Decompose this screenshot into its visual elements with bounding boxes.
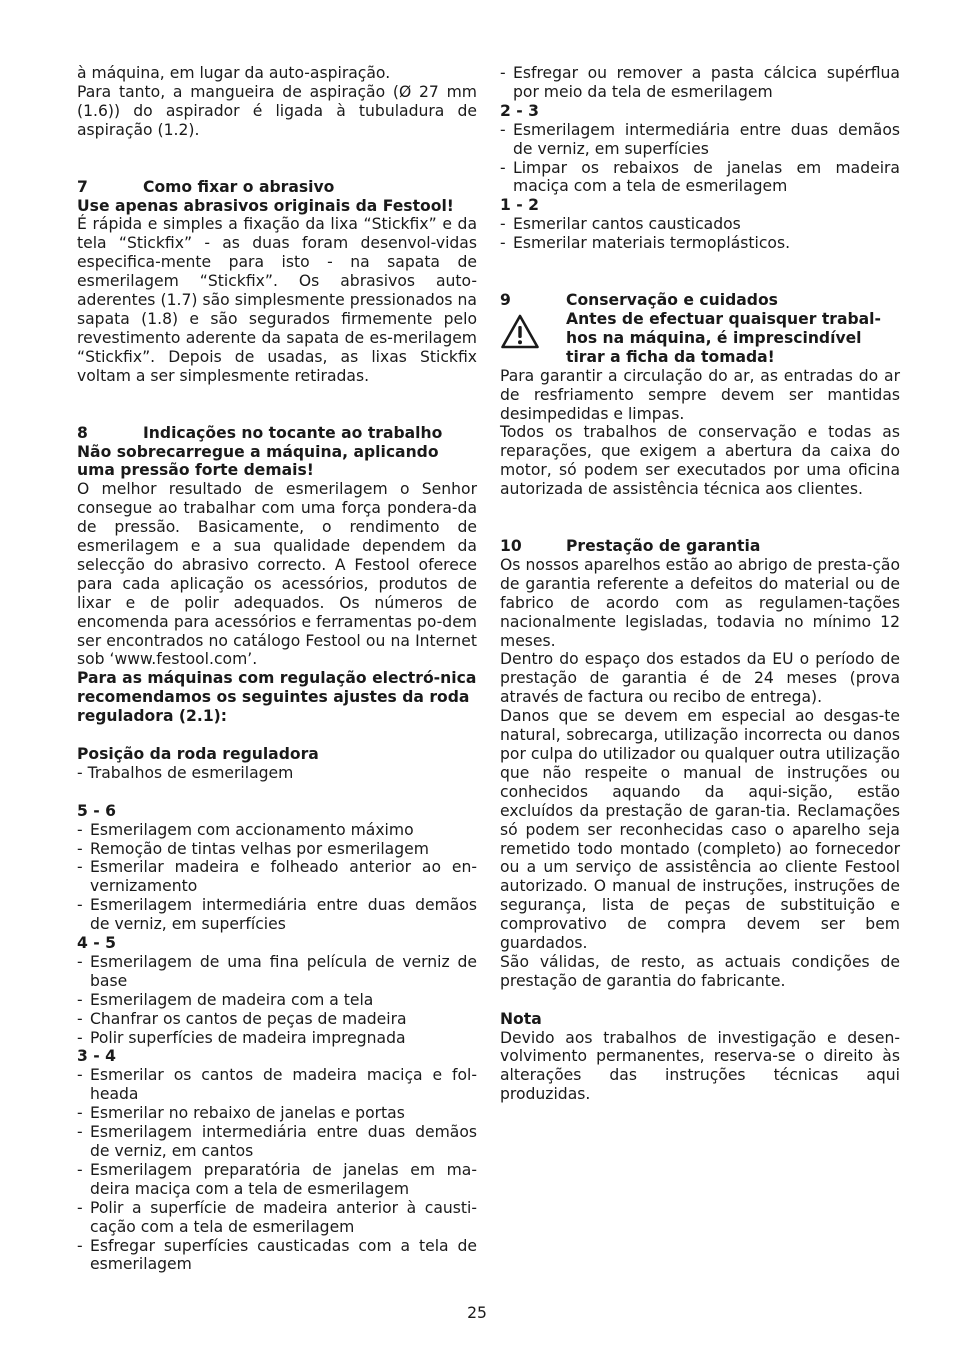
list-item xyxy=(77,953,477,991)
section-8-body: O melhor resultado de esmerilagem o Senhor consegue ao trabalhar com uma força pondera-da de pressão. Basicamente, o rendimento de esmerilagem e a sua qualidade dependem da selecção do abrasivo correcto. A Festool oferece para cada aplicação os acessórios, produtos de lixar e de polir adequados. Os números de encomenda para acessórios e ferramentas po-dem ser encontrados no catálogo Festool ou na Internet sob ‘www.festool.com’. xyxy=(77,480,477,669)
list-item xyxy=(77,1123,477,1161)
left-column xyxy=(77,64,477,1274)
list-dash: - xyxy=(77,1104,83,1123)
list-item-text: Esmerilagem preparatória de janelas em ma-deira maciça com a tela de esmerilagem xyxy=(90,1160,477,1198)
list-item-text: Esmerilar no rebaixo de janelas e portas xyxy=(90,1104,405,1123)
list-item-text: Esmerilagem intermediária entre duas demãos de verniz, em superfícies xyxy=(513,120,900,158)
intro-paragraph-1: à máquina, em lugar da auto-aspiração. xyxy=(77,64,391,82)
list-item xyxy=(500,64,900,102)
list-item xyxy=(500,234,900,253)
section-8-bold-note-2: Para as máquinas com regulação electró-nica recomendamos os seguintes ajustes da roda reguladora (2.1): xyxy=(77,669,477,726)
list-dash: - xyxy=(77,820,83,839)
note-body: Devido aos trabalhos de investigação e desen-volvimento permanentes, reserva-se o direito às alterações das instruções técnicas aqui produzidas. xyxy=(500,1028,900,1104)
list-dash: - xyxy=(77,1160,83,1179)
intro-paragraph-2: Para tanto, a mangueira de aspiração (Ø 27 mm (1.6)) do aspirador é ligada à tubuladura de aspiração (1.2). xyxy=(77,82,477,139)
section-10-title: Prestação de garantia xyxy=(566,537,761,556)
setting-group-label: 2 - 3 xyxy=(500,101,540,120)
setting-group-label: 3 - 4 xyxy=(77,1047,117,1066)
list-dash: - xyxy=(500,120,506,139)
section-9-number: 9 xyxy=(500,291,511,310)
list-item-text: Remoção de tintas velhas por esmerilagem xyxy=(90,839,429,858)
list-item xyxy=(77,821,477,840)
list-item-text: Esmerilagem intermediária entre duas demãos de verniz, em superfícies xyxy=(90,896,477,934)
section-8-number: 8 xyxy=(77,423,88,442)
list-dash: - xyxy=(500,234,506,253)
list-item-text: Esmerilar materiais termoplásticos. xyxy=(513,234,791,253)
list-dash: - xyxy=(77,1123,83,1142)
list-dash: - xyxy=(77,1009,83,1028)
list-dash: - xyxy=(500,64,506,82)
right-column xyxy=(500,64,900,1104)
list-item xyxy=(77,840,477,859)
list-dash: - xyxy=(77,1198,83,1217)
list-item-text: Esmerilagem com accionamento máximo xyxy=(90,820,414,839)
list-item-text: Limpar os rebaixos de janelas em madeira maciça com a tela de esmerilagem xyxy=(513,158,900,196)
warning-triangle-icon xyxy=(500,310,566,367)
section-7-number: 7 xyxy=(77,177,88,196)
list-item-text: Esmerilagem de uma fina película de verniz de base xyxy=(90,952,477,990)
list-dash: - xyxy=(500,158,506,177)
section-7-title: Como fixar o abrasivo xyxy=(143,177,335,196)
section-9-warning-text: Antes de efectuar quaisquer trabal-hos na máquina, é imprescindível tirar a ficha da tomada! xyxy=(566,309,881,366)
wheel-position-line: - Trabalhos de esmerilagem xyxy=(77,763,294,782)
list-item xyxy=(77,1104,477,1123)
section-8-title: Indicações no tocante ao trabalho xyxy=(143,423,443,442)
list-item xyxy=(77,858,477,896)
list-item xyxy=(77,896,477,934)
list-dash: - xyxy=(77,1028,83,1047)
section-9-warning xyxy=(500,310,900,367)
list-item-text: Polir superfícies de madeira impregnada xyxy=(90,1028,406,1047)
list-dash: - xyxy=(77,858,83,877)
right-continued-list xyxy=(500,64,900,102)
list-item-text: Esfregar superfícies causticadas com a tela de esmerilagem xyxy=(90,1236,477,1274)
section-8-bold-note: Não sobrecarregue a máquina, aplicando uma pressão forte demais! xyxy=(77,442,439,480)
left-setting-groups xyxy=(77,802,477,1275)
list-dash: - xyxy=(77,990,83,1009)
list-dash: - xyxy=(77,1066,83,1085)
list-item-text: Esmerilar cantos causticados xyxy=(513,215,741,234)
list-dash: - xyxy=(77,896,83,915)
section-10-paragraph-4: São válidas, de resto, as actuais condições de prestação de garantia do fabricante. xyxy=(500,952,900,990)
list-item xyxy=(77,1029,477,1048)
section-10-paragraph-2: Dentro do espaço dos estados da EU o período de prestação de garantia é de 24 meses (prova através de factura ou recibo de entrega). xyxy=(500,650,900,707)
list-item-text: Esmerilagem intermediária entre duas demãos de verniz, em cantos xyxy=(90,1123,477,1160)
list-item-text: Esmerilar os cantos de madeira maciça e fol-heada xyxy=(90,1066,477,1104)
section-10-paragraph-3: Danos que se devem em especial ao desgas-te natural, sobrecarga, utilização incorrecta ou danos por culpa do utilizador ou qualquer outra utilização que não respeite o manual de instruções ou conhecidos aquando da aqui-sição, estão excluídos da prestação de garan-tia. Reclamações só podem ser reconhecidas caso o aparelho seja remetido todo montado (completo) ao fornecedor ou a um serviço de assistência ao cliente Festool autorizado. O manual de instruções, instruções de segurança, lista de peças de substituição e comprovativo de compra devem ser bem guardados. xyxy=(500,707,900,953)
section-9-paragraph-2: Todos os trabalhos de conservação e todas as reparações, que exigem a abertura da caixa do motor, só podem ser executados por uma oficina autorizada de assistência técnica aos clientes. xyxy=(500,423,900,499)
list-item xyxy=(77,1199,477,1237)
page-number: 25 xyxy=(467,1304,487,1322)
list-dash: - xyxy=(500,215,506,234)
list-item xyxy=(500,215,900,234)
section-10-paragraph-1: Os nossos aparelhos estão ao abrigo de presta-ção de garantia referente a defeitos do material ou de fabrico de acordo com as regulamen-tações nacionalmente legisladas, todavia no mínimo 12 meses. xyxy=(500,555,900,650)
right-setting-groups xyxy=(500,102,900,253)
setting-group-label: 5 - 6 xyxy=(77,801,117,820)
list-item-text: Polir a superfície de madeira anterior à causti-cação com a tela de esmerilagem xyxy=(90,1198,477,1236)
section-7-body: É rápida e simples a fixação da lixa “Stickfix” e da tela “Stickfix” - as duas foram desenvol-vidas especifica-mente para isto - na sapata de esmerilagem “Stickfix”. Os abrasivos auto-aderentes (1.7) são simplesmente pressionados na sapata (1.8) e são segurados firmemente pelo revestimento aderente da sapata de es-merilagem “Stickfix”. Depois de usadas, as lixas Stickfix voltam a ser simplesmente retiradas. xyxy=(77,215,477,385)
section-10-heading xyxy=(500,537,900,556)
list-item xyxy=(77,1237,477,1275)
list-item-text: Esmerilagem de madeira com a tela xyxy=(90,990,374,1009)
list-item xyxy=(500,121,900,159)
section-7-bold-note: Use apenas abrasivos originais da Festool! xyxy=(77,196,454,215)
section-10-number: 10 xyxy=(500,537,522,556)
list-item-text: Esmerilar madeira e folheado anterior ao en-vernizamento xyxy=(90,858,477,896)
list-item xyxy=(77,1161,477,1199)
setting-group-label: 4 - 5 xyxy=(77,934,117,953)
section-9-heading xyxy=(500,291,900,310)
setting-group-label: 1 - 2 xyxy=(500,196,540,215)
list-item-text: Chanfrar os cantos de peças de madeira xyxy=(90,1009,407,1028)
list-item xyxy=(77,991,477,1010)
list-item xyxy=(500,159,900,197)
wheel-position-heading: Posição da roda reguladora xyxy=(77,744,319,763)
list-dash: - xyxy=(77,839,83,858)
list-item xyxy=(77,1066,477,1104)
list-dash: - xyxy=(77,1236,83,1255)
section-9-title: Conservação e cuidados xyxy=(566,291,778,310)
section-7-heading xyxy=(77,178,477,197)
list-dash: - xyxy=(77,952,83,971)
note-heading: Nota xyxy=(500,1009,542,1028)
list-item xyxy=(77,1010,477,1029)
list-item-text: Esfregar ou remover a pasta cálcica supérflua por meio da tela de esmerilagem xyxy=(513,64,900,101)
section-8-heading xyxy=(77,424,477,443)
section-9-paragraph-1: Para garantir a circulação do ar, as entradas do ar de resfriamento sempre devem ser mantidas desimpedidas e limpas. xyxy=(500,366,900,423)
